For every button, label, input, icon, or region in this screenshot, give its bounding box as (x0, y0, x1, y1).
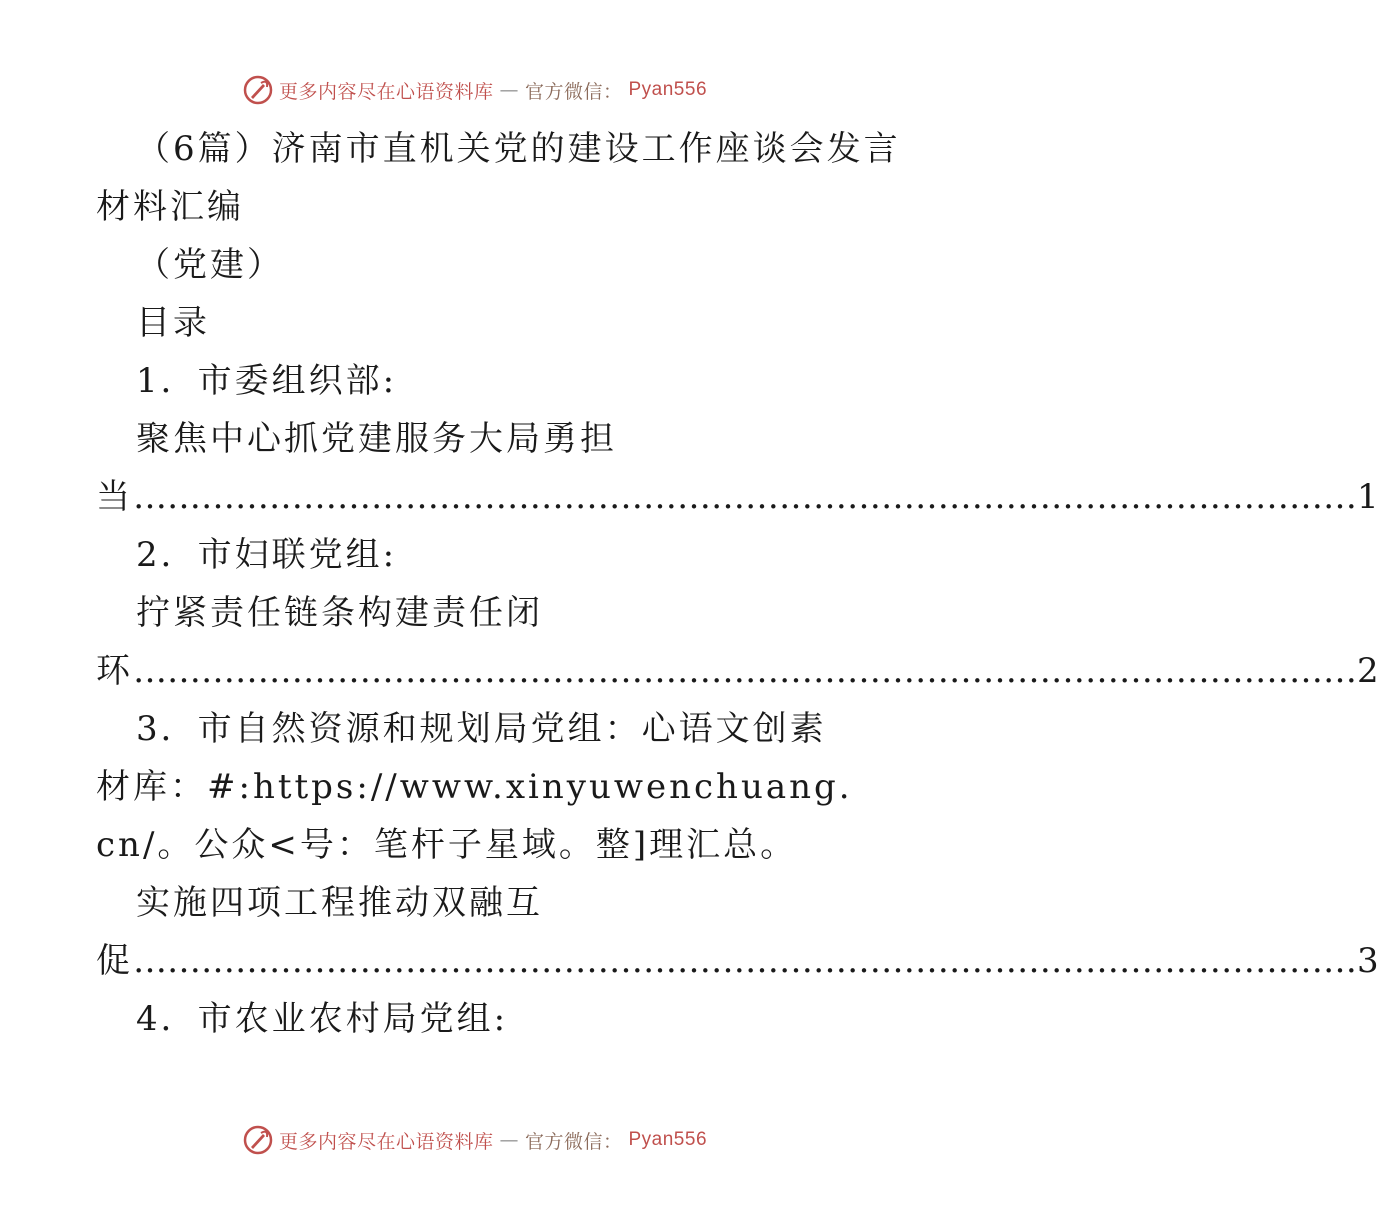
toc-entry-1-tail: 当 (96, 477, 133, 517)
document-body (96, 120, 1379, 1048)
toc-entry-3-unit (96, 700, 856, 874)
quill-logo-icon (243, 1125, 273, 1155)
toc-leader-dots: ……………………………………………………………………………………………… (133, 651, 1357, 691)
toc-leader-dots: ……………………………………………………………………………………………… (133, 477, 1357, 517)
toc-entry-1-page: 1 (1357, 477, 1379, 517)
footer-banner (0, 1120, 950, 1160)
toc-entry-3-page: 3 (1357, 941, 1379, 981)
banner-wechat-label: 官方微信： (524, 1130, 623, 1153)
toc-entry-2-page: 2 (1357, 651, 1379, 691)
toc-entry-3-unit-text: 3．市自然资源和规划局党组：心语文创素材库：#:https://www.xinyuwenchuang.cn/。公众<号：笔杆子星域。整]理汇总。 (96, 709, 853, 865)
banner-handle: Pyan556 (628, 1129, 708, 1150)
toc-leader-dots: ……………………………………………………………………………………………… (133, 941, 1357, 981)
doc-title-line-1: （6篇）济南市直机关党的建设工作座谈会发言 (136, 129, 901, 169)
banner-wechat-label: 官方微信： (524, 80, 623, 103)
banner-handle: Pyan556 (628, 79, 708, 100)
banner-dash: — (499, 1129, 519, 1151)
toc-entry-1-topic: 聚焦中心抓党建服务大局勇担 (136, 419, 617, 459)
toc-entry-3-leader (96, 932, 1379, 990)
doc-category: （党建） (136, 245, 284, 285)
toc-entry-2-unit: 2．市妇联党组: (136, 535, 398, 575)
toc-entry-1-unit: 1．市委组织部: (136, 361, 398, 401)
toc-entry-3-tail: 促 (96, 941, 133, 981)
quill-logo-icon (243, 75, 273, 105)
banner-content (243, 75, 707, 105)
banner-dash: — (499, 79, 519, 101)
toc-heading: 目录 (136, 303, 210, 343)
doc-title-line-2: 材料汇编 (96, 187, 244, 227)
banner-content (243, 1125, 707, 1155)
banner-text: 更多内容尽在心语资料库 (278, 80, 494, 103)
toc-entry-4-unit: 4．市农业农村局党组: (136, 999, 509, 1039)
toc-entry-3-topic: 实施四项工程推动双融互 (136, 883, 543, 923)
toc-entry-2-tail: 环 (96, 651, 133, 691)
header-banner (0, 70, 950, 110)
banner-text: 更多内容尽在心语资料库 (278, 1130, 494, 1153)
toc-entry-2-leader (96, 642, 1379, 700)
toc-entry-2-topic: 拧紧责任链条构建责任闭 (136, 593, 543, 633)
toc-entry-1-leader (96, 468, 1379, 526)
